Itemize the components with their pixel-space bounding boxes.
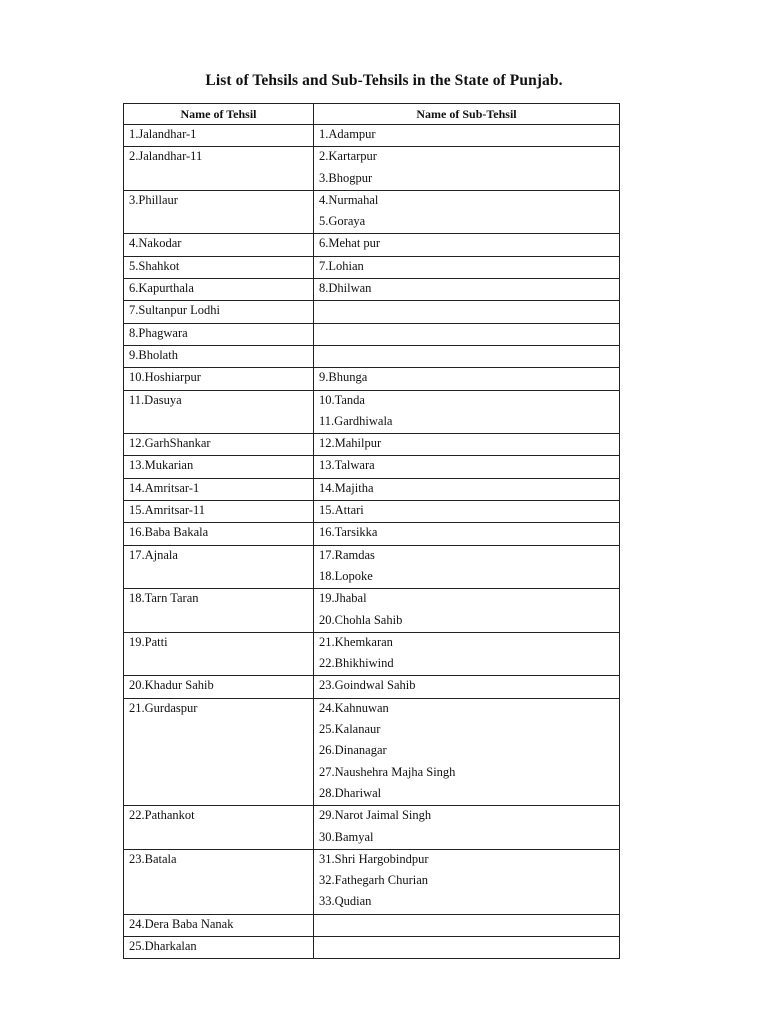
- sub-tehsil-name: 30.Bamyal: [319, 829, 374, 844]
- column-header-sub-tehsil: Name of Sub-Tehsil: [314, 104, 620, 125]
- sub-tehsil-name: 8.Dhilwan: [319, 281, 372, 296]
- tehsil-name: 15.Amritsar-11: [129, 503, 206, 518]
- tehsil-cell: [124, 279, 314, 301]
- tehsil-name: 10.Hoshiarpur: [129, 370, 201, 385]
- blank-line: [129, 871, 308, 892]
- blank-line: [129, 212, 308, 233]
- sub-tehsil-name: 24.Kahnuwan: [319, 700, 389, 715]
- table-row: [124, 256, 620, 278]
- sub-tehsil-cell: [314, 523, 620, 545]
- sub-tehsil-cell: [314, 190, 620, 234]
- blank-line: [129, 567, 308, 588]
- tehsil-name: 4.Nakodar: [129, 236, 182, 251]
- sub-tehsil-cell: [314, 806, 620, 850]
- tehsil-cell: [124, 390, 314, 434]
- column-header-tehsil: Name of Tehsil: [124, 104, 314, 125]
- sub-tehsil-name: 7.Lohian: [319, 258, 364, 273]
- tehsil-name: 18.Tarn Taran: [129, 591, 199, 606]
- sub-tehsil-name: 10.Tanda: [319, 392, 365, 407]
- tehsil-name: 6.Kapurthala: [129, 281, 194, 296]
- sub-tehsil-name: 21.Khemkaran: [319, 634, 393, 649]
- sub-tehsil-name: 29.Narot Jaimal Singh: [319, 808, 432, 823]
- tehsil-name: 12.GarhShankar: [129, 436, 211, 451]
- sub-tehsil-cell: [314, 301, 620, 323]
- sub-tehsil-cell: [314, 368, 620, 390]
- table-row: [124, 234, 620, 256]
- sub-tehsil-cell: [314, 323, 620, 345]
- tehsil-name: 3.Phillaur: [129, 192, 178, 207]
- table-row: [124, 676, 620, 698]
- tehsil-cell: [124, 301, 314, 323]
- sub-tehsil-cell: [314, 456, 620, 478]
- tehsil-name: 17.Ajnala: [129, 547, 178, 562]
- sub-tehsil-name: 28.Dhariwal: [319, 785, 382, 800]
- tehsil-name: 21.Gurdaspur: [129, 700, 198, 715]
- sub-tehsil-name: 33.Qudian: [319, 894, 372, 909]
- blank-line: [319, 937, 614, 958]
- sub-tehsil-cell: [314, 125, 620, 147]
- blank-line: [129, 169, 308, 190]
- sub-tehsil-name: 14.Majitha: [319, 480, 374, 495]
- sub-tehsil-cell: [314, 501, 620, 523]
- sub-tehsil-name: 12.Mahilpur: [319, 436, 382, 451]
- tehsil-cell: [124, 456, 314, 478]
- tehsil-name: 13.Mukarian: [129, 458, 194, 473]
- tehsil-cell: [124, 545, 314, 589]
- sub-tehsil-cell: [314, 936, 620, 958]
- table-row: [124, 632, 620, 676]
- tehsil-cell: [124, 698, 314, 805]
- table-row: [124, 698, 620, 805]
- sub-tehsil-name: 22.Bhikhiwind: [319, 656, 394, 671]
- tehsil-name: 14.Amritsar-1: [129, 480, 200, 495]
- sub-tehsil-cell: [314, 545, 620, 589]
- blank-line: [129, 784, 308, 805]
- tehsil-cell: [124, 806, 314, 850]
- tehsil-cell: [124, 676, 314, 698]
- sub-tehsil-cell: [314, 390, 620, 434]
- sub-tehsil-cell: [314, 914, 620, 936]
- blank-line: [129, 741, 308, 762]
- tehsil-name: 5.Shahkot: [129, 258, 180, 273]
- sub-tehsil-cell: [314, 434, 620, 456]
- table-row: [124, 806, 620, 850]
- tehsil-cell: [124, 323, 314, 345]
- table-row: [124, 849, 620, 914]
- blank-line: [129, 654, 308, 675]
- sub-tehsil-cell: [314, 589, 620, 633]
- sub-tehsil-cell: [314, 698, 620, 805]
- tehsil-name: 1.Jalandhar-1: [129, 127, 197, 141]
- tehsil-cell: [124, 256, 314, 278]
- sub-tehsil-name: 32.Fathegarh Churian: [319, 873, 429, 888]
- blank-line: [129, 611, 308, 632]
- tehsil-name: 7.Sultanpur Lodhi: [129, 303, 220, 318]
- tehsil-cell: [124, 434, 314, 456]
- sub-tehsil-name: 27.Naushehra Majha Singh: [319, 764, 456, 779]
- sub-tehsil-name: 1.Adampur: [319, 127, 376, 141]
- sub-tehsil-name: 13.Talwara: [319, 458, 375, 473]
- table-row: [124, 301, 620, 323]
- sub-tehsil-name: 11.Gardhiwala: [319, 413, 393, 428]
- tehsil-name: 11.Dasuya: [129, 392, 182, 407]
- tehsil-cell: [124, 368, 314, 390]
- sub-tehsil-name: 5.Goraya: [319, 214, 366, 229]
- tehsil-cell: [124, 345, 314, 367]
- tehsil-table: [123, 103, 620, 959]
- table-row: [124, 190, 620, 234]
- table-row: [124, 589, 620, 633]
- blank-line: [319, 324, 614, 345]
- tehsil-name: 20.Khadur Sahib: [129, 678, 214, 693]
- sub-tehsil-name: 2.Kartarpur: [319, 149, 377, 164]
- table-row: [124, 478, 620, 500]
- tehsil-cell: [124, 501, 314, 523]
- header-row: [124, 104, 620, 125]
- sub-tehsil-name: 23.Goindwal Sahib: [319, 678, 416, 693]
- tehsil-cell: [124, 632, 314, 676]
- sub-tehsil-name: 26.Dinanagar: [319, 743, 387, 758]
- table-row: [124, 390, 620, 434]
- tehsil-name: 22.Pathankot: [129, 808, 195, 823]
- sub-tehsil-cell: [314, 234, 620, 256]
- table-row: [124, 434, 620, 456]
- page-title: List of Tehsils and Sub-Tehsils in the State of Punjab.: [205, 72, 563, 89]
- table-header: [124, 104, 620, 125]
- tehsil-name: 9.Bholath: [129, 347, 178, 362]
- sub-tehsil-cell: [314, 676, 620, 698]
- table-row: [124, 545, 620, 589]
- tehsil-cell: [124, 936, 314, 958]
- table-row: [124, 456, 620, 478]
- blank-line: [129, 763, 308, 784]
- tehsil-name: 8.Phagwara: [129, 325, 188, 340]
- tehsil-cell: [124, 478, 314, 500]
- tehsil-cell: [124, 523, 314, 545]
- tehsil-name: 16.Baba Bakala: [129, 525, 209, 540]
- tehsil-cell: [124, 190, 314, 234]
- sub-tehsil-name: 20.Chohla Sahib: [319, 612, 403, 627]
- blank-line: [319, 301, 614, 322]
- table-row: [124, 125, 620, 147]
- sub-tehsil-cell: [314, 147, 620, 191]
- table-row: [124, 147, 620, 191]
- table-row: [124, 914, 620, 936]
- tehsil-cell: [124, 914, 314, 936]
- blank-line: [129, 828, 308, 849]
- tehsil-cell: [124, 589, 314, 633]
- sub-tehsil-name: 31.Shri Hargobindpur: [319, 851, 429, 866]
- blank-line: [129, 892, 308, 913]
- table-row: [124, 368, 620, 390]
- tehsil-cell: [124, 849, 314, 914]
- sub-tehsil-cell: [314, 478, 620, 500]
- table-row: [124, 936, 620, 958]
- table-row: [124, 345, 620, 367]
- sub-tehsil-name: 17.Ramdas: [319, 547, 375, 562]
- sub-tehsil-name: 15.Attari: [319, 503, 364, 518]
- sub-tehsil-name: 19.Jhabal: [319, 591, 367, 606]
- sub-tehsil-cell: [314, 279, 620, 301]
- table-body: [124, 125, 620, 959]
- sub-tehsil-name: 16.Tarsikka: [319, 525, 378, 540]
- tehsil-name: 25.Dharkalan: [129, 938, 197, 953]
- tehsil-name: 23.Batala: [129, 851, 177, 866]
- table-row: [124, 323, 620, 345]
- tehsil-cell: [124, 125, 314, 147]
- tehsil-name: 19.Patti: [129, 634, 168, 649]
- tehsil-cell: [124, 147, 314, 191]
- sub-tehsil-cell: [314, 849, 620, 914]
- blank-line: [129, 412, 308, 433]
- tehsil-cell: [124, 234, 314, 256]
- blank-line: [319, 346, 614, 367]
- tehsil-name: 24.Dera Baba Nanak: [129, 916, 234, 931]
- sub-tehsil-cell: [314, 256, 620, 278]
- blank-line: [129, 720, 308, 741]
- table-row: [124, 501, 620, 523]
- sub-tehsil-cell: [314, 632, 620, 676]
- sub-tehsil-name: 25.Kalanaur: [319, 722, 381, 737]
- sub-tehsil-name: 6.Mehat pur: [319, 236, 381, 251]
- table-row: [124, 279, 620, 301]
- table-row: [124, 523, 620, 545]
- sub-tehsil-name: 9.Bhunga: [319, 370, 368, 385]
- blank-line: [319, 915, 614, 936]
- sub-tehsil-cell: [314, 345, 620, 367]
- sub-tehsil-name: 4.Nurmahal: [319, 192, 379, 207]
- sub-tehsil-name: 18.Lopoke: [319, 568, 373, 583]
- sub-tehsil-name: 3.Bhogpur: [319, 170, 373, 185]
- tehsil-name: 2.Jalandhar-11: [129, 149, 203, 164]
